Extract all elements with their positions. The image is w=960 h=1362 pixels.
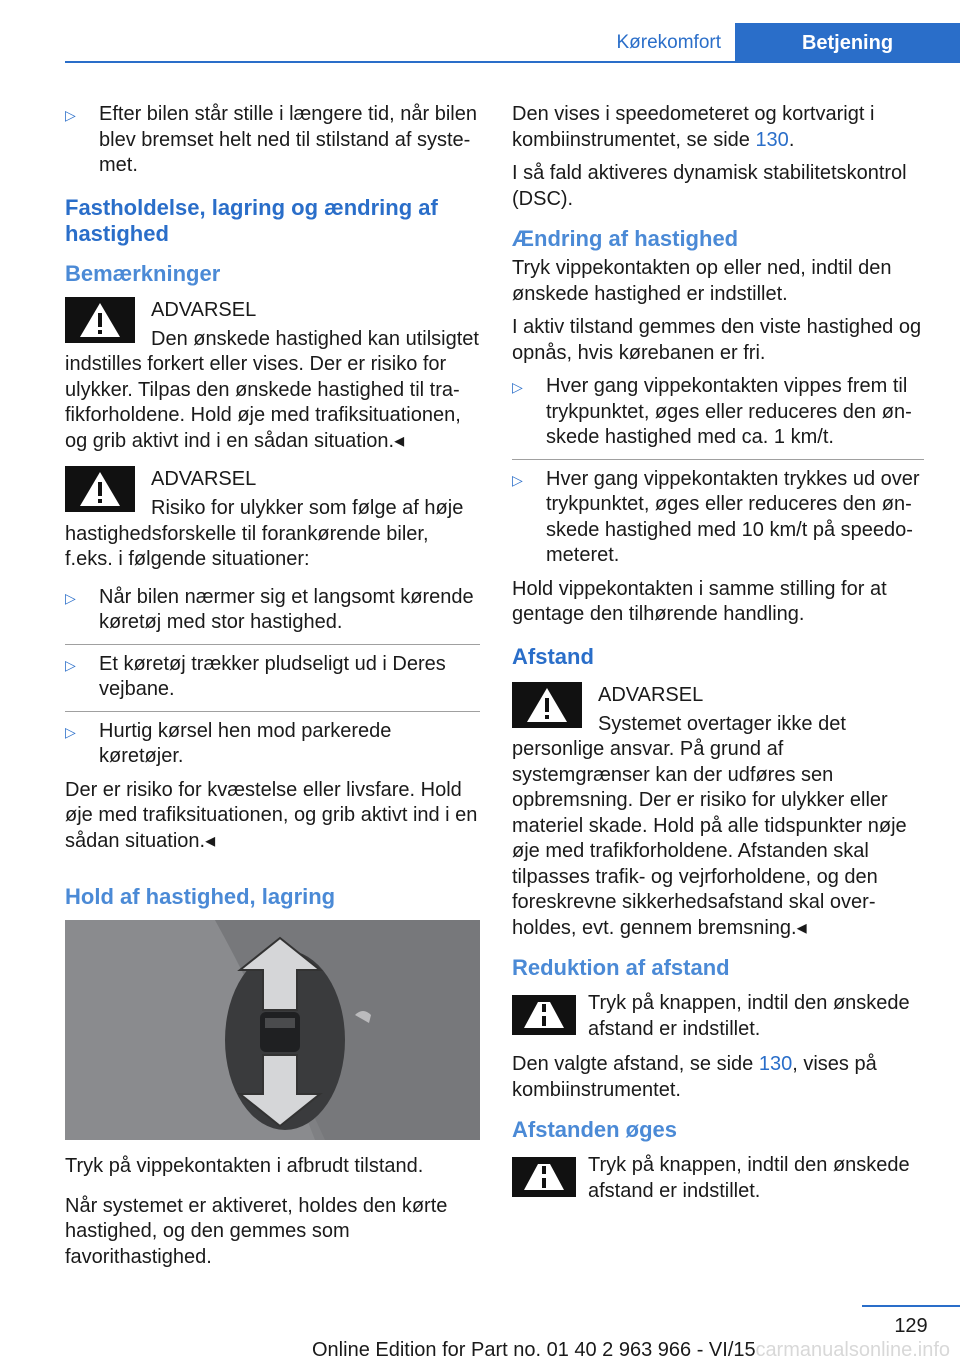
warning-triangle-icon <box>512 682 582 728</box>
page-header <box>0 23 960 63</box>
text: Den valgte afstand, se side <box>512 1053 759 1075</box>
steering-wheel-photo <box>65 920 480 1140</box>
triangle-bullet-icon: ▷ <box>65 107 76 123</box>
paragraph: I aktiv tilstand gemmes den viste hastighed og opnås, hvis kørebanen er fri. <box>512 316 922 364</box>
triangle-bullet-icon: ▷ <box>512 379 523 395</box>
list-item <box>512 374 924 451</box>
warning-triangle-icon <box>65 297 135 343</box>
subheading-hold: Hold af hastighed, lagring <box>65 884 336 909</box>
page-number: 129 <box>894 1315 928 1337</box>
list-item-text: Hurtig kørsel hen mod parkerede køretøjer. <box>99 719 392 767</box>
list-item <box>65 719 480 770</box>
page-link[interactable]: 130 <box>755 128 789 151</box>
list-item-text: Hver gang vippekontakten vippes frem til trykpunktet, øges eller reduceres den ønskede hastighed med ca. 1 km/t. <box>546 375 912 448</box>
triangle-bullet-icon: ▷ <box>65 723 76 740</box>
warning-text: Risiko for ulykker som følge af høje hastighedsforskelle til forankørende biler, f.eks. i følgende situationer: <box>65 497 464 570</box>
photo-caption: Tryk på vippekontakten i afbrudt tilstand. <box>65 1155 424 1177</box>
divider <box>512 459 924 460</box>
warning-box <box>65 466 480 573</box>
paragraph: I så fald aktiveres dynamisk stabilitetskontrol (DSC). <box>512 162 907 210</box>
divider <box>65 644 480 645</box>
left-column <box>65 102 480 1278</box>
instruction-increase <box>512 1153 924 1204</box>
text: , vises på kombiinstrumentet. <box>512 1053 877 1101</box>
warning-triangle-icon <box>65 466 135 512</box>
paragraph: Der er risiko for kvæstelse eller livsfare. Hold øje med trafiksituationen, og grib aktivt ind i en sådan situation.◂ <box>65 778 478 852</box>
subheading-reduce: Reduktion af afstand <box>512 955 730 980</box>
subheading-increase: Afstanden øges <box>512 1117 678 1142</box>
instruction-text: Tryk på knappen, indtil den ønskede afstand er indstillet. <box>588 1154 910 1202</box>
list-item <box>512 467 924 569</box>
distance-button-icon <box>512 1157 576 1197</box>
paragraph: Når systemet er aktiveret, holdes den kørte hastighed, og den gemmes som favorithastighed. <box>65 1194 448 1268</box>
warning-text: Den ønskede hastighed kan utilsigtet indstilles forkert eller vises. Der er risiko for ulykker. Tilpas den ønskede hastighed til trafikforholdene. Hold øje med trafiksituationen, og grib aktivt ind i en sådan situation.◂ <box>65 327 479 452</box>
section-heading-distance: Afstand <box>512 643 594 669</box>
triangle-bullet-icon: ▷ <box>65 656 76 673</box>
section-heading: Fastholdelse, lagring og ændring af hastighed <box>65 194 438 246</box>
footer-rule <box>862 1305 960 1307</box>
paragraph: Hold vippekontakten i samme stilling for at gentage den tilhørende handling. <box>512 577 887 625</box>
list-item <box>65 102 480 179</box>
warning-title: ADVARSEL <box>598 683 704 706</box>
warning-box <box>512 682 924 942</box>
section-label: Kørekomfort <box>616 32 721 53</box>
warning-title: ADVARSEL <box>151 298 257 321</box>
list-item-text: Hver gang vippekontakten trykkes ud over trykpunktet, øges eller reduceres den ønskede hastighed med 10 km/t på speedometeret. <box>546 467 920 566</box>
list-item-text: Et køretøj trækker pludseligt ud i Deres vejbane. <box>99 652 446 700</box>
edition-text: Online Edition for Part no. 01 40 2 963 966 - VI/15 <box>312 1339 756 1361</box>
paragraph <box>512 1052 924 1103</box>
warning-title: ADVARSEL <box>151 468 257 490</box>
divider <box>65 711 480 712</box>
paragraph <box>512 102 924 153</box>
text: Den vises i speedometeret og kortvarigt i kombiinstrumentet, se side <box>512 103 875 151</box>
list-item-text: Efter bilen står stille i længere tid, når bilen blev bremset helt ned til stilstand af systemet. <box>99 103 477 176</box>
page-link[interactable]: 130 <box>758 1053 793 1075</box>
watermark: carmanualsonline.info <box>755 1339 950 1361</box>
subheading-notes: Bemærkninger <box>65 260 221 286</box>
right-column <box>512 102 924 1214</box>
instruction-text: Tryk på knappen, indtil den ønskede afstand er indstillet. <box>588 992 910 1040</box>
warning-text: Systemet overtager ikke det personlige ansvar. På grund af systemgrænser kan der udføres sen opbremsning. Der er risiko for ulykker eller materiel skade. Hold på alle tidspunkter nøje øje med trafikforholdene. Afstanden skal tilpasses trafik- og vejrforholdene, og den foreskrevne sikkerhedsafstand skal overholdes, evt. gennem bremsning.◂ <box>512 712 907 939</box>
list-item-text: Når bilen nærmer sig et langsomt kørende køretøj med stor hastighed. <box>99 585 474 633</box>
instruction-reduce <box>512 991 924 1042</box>
chapter-tab: Betjening <box>735 23 960 63</box>
list-item <box>65 585 480 636</box>
triangle-bullet-icon: ▷ <box>512 471 523 488</box>
list-item <box>65 652 480 703</box>
header-rule <box>65 61 960 63</box>
paragraph: Tryk vippekontakten op eller ned, indtil den ønskede hastighed er indstillet. <box>512 257 892 305</box>
distance-button-icon <box>512 995 576 1035</box>
triangle-bullet-icon: ▷ <box>65 589 76 606</box>
warning-box <box>65 297 480 455</box>
text: . <box>788 128 795 151</box>
subheading-change: Ændring af hastighed <box>512 226 739 251</box>
